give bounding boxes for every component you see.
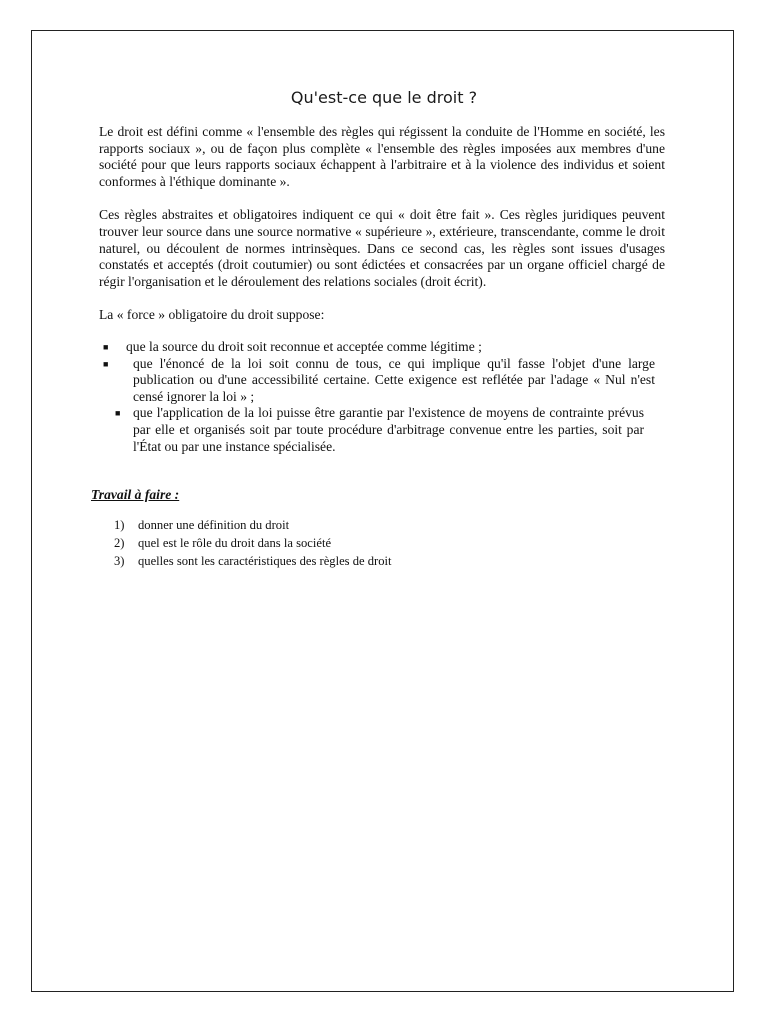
- task-item: [114, 534, 392, 552]
- page-title: Qu'est-ce que le droit ?: [290, 88, 478, 107]
- document-body: [99, 124, 665, 455]
- paragraph-force: La « force » obligatoire du droit suppose:: [99, 307, 325, 323]
- task-list: [114, 516, 392, 570]
- list-item: [111, 405, 644, 455]
- task-text: quelles sont les caractéristiques des règles de droit: [138, 554, 392, 568]
- task-number: 2): [114, 536, 125, 550]
- list-item-text: que l'énoncé de la loi soit connu de tous, ce qui implique qu'il fasse l'objet d'une large publication ou d'une accessibilité certaine. Cette exigence est reflétée par l'adage « Nul n'est censé ignorer la loi » ;: [133, 355, 655, 404]
- list-item-text: que l'application de la loi puisse être garantie par l'existence de moyens de contrainte prévus par elle et organisés soit par toute procédure d'arbitrage convenue entre les parties, soit par l'État ou par une instance spécialisée.: [133, 405, 644, 454]
- paragraph-definition: Le droit est défini comme « l'ensemble des règles qui régissent la conduite de l'Homme en société, les rapports sociaux », ou de façon plus complète « l'ensemble des règles imposées aux membres d'une société pour que leurs rapports sociaux échappent à l'arbitraire et à la violence des individus et soient conformes à l'éthique dominante ».: [99, 124, 665, 189]
- task-text: donner une définition du droit: [138, 518, 290, 532]
- square-bullet-icon: ■: [103, 358, 109, 369]
- task-item: [114, 516, 392, 534]
- list-item-text: que la source du droit soit reconnue et acceptée comme légitime ;: [126, 338, 482, 354]
- square-bullet-icon: ■: [103, 341, 109, 352]
- paragraph-rules: Ces règles abstraites et obligatoires indiquent ce qui « doit être fait ». Ces règles juridiques peuvent trouver leur source dans une source normative « supérieure », extérieure, transcendante, comme le droit naturel, ou découlent de normes intrinsèques. Dans ce second cas, les règles sont issues d'usages constatés et acceptés (droit coutumier) ou sont édictées et consacrées par un organe officiel chargé de régir l'organisation et le déroulement des relations sociales (droit écrit).: [99, 207, 665, 289]
- task-heading: Travail à faire :: [91, 487, 180, 502]
- task-number: 3): [114, 554, 125, 568]
- square-bullet-icon: ■: [115, 408, 121, 419]
- bullet-list: [99, 339, 665, 455]
- list-item: [99, 339, 665, 356]
- task-item: [114, 552, 392, 570]
- list-item: [99, 356, 655, 406]
- task-number: 1): [114, 518, 125, 532]
- task-text: quel est le rôle du droit dans la société: [138, 536, 332, 550]
